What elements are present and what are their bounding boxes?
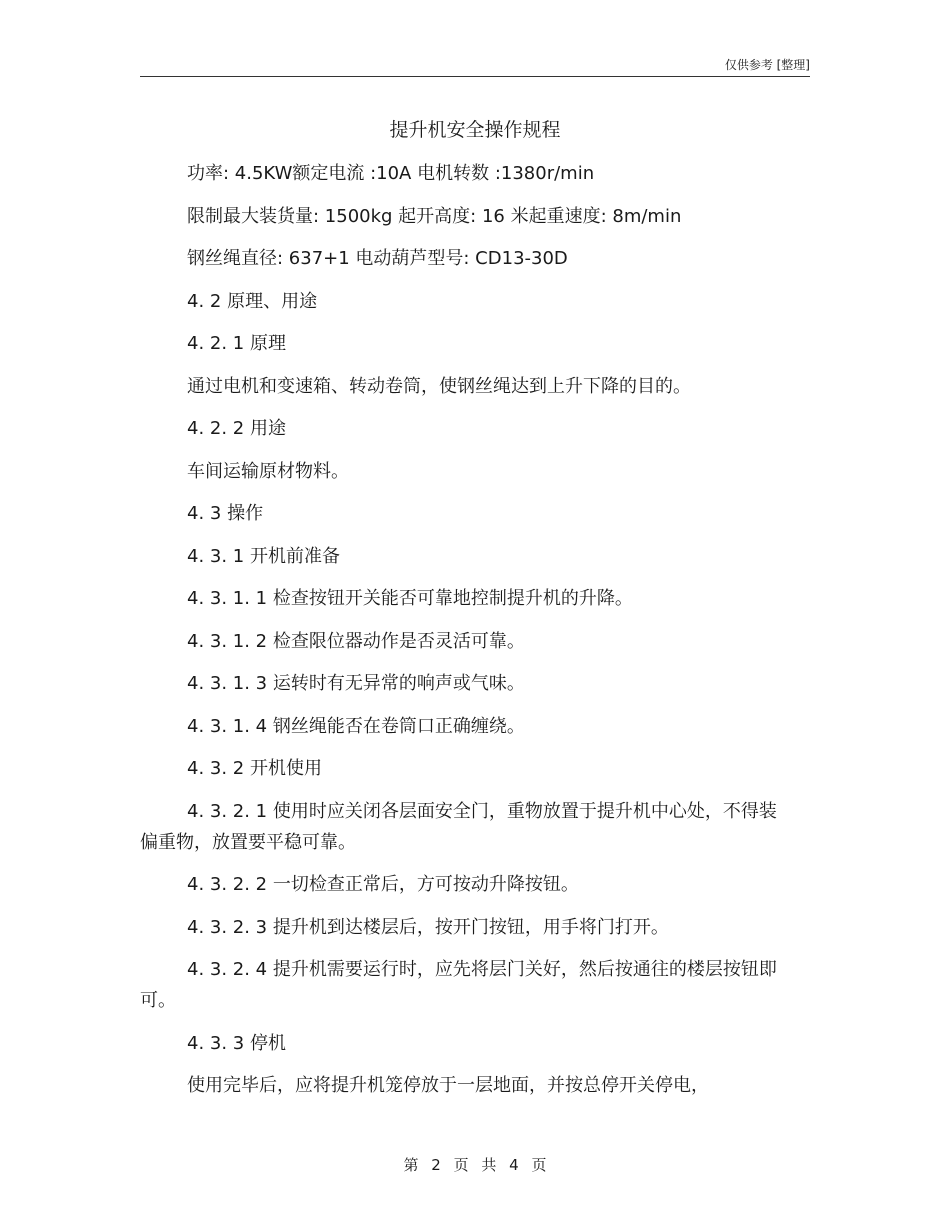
header-divider — [140, 76, 810, 77]
document-body — [140, 158, 780, 1113]
paragraph-9: 4. 3 操作 — [187, 503, 264, 524]
paragraph-19: 4. 3. 2. 4 提升机需要运行时，应先将层门关好，然后按通往的楼层按钮即可。 — [140, 959, 777, 1011]
paragraph-6: 通过电机和变速箱、转动卷筒，使钢丝绳达到上升下降的目的。 — [187, 375, 691, 397]
paragraph-8: 车间运输原材物料。 — [187, 460, 349, 482]
page-footer: 第 2 页 共 4 页 — [403, 1156, 547, 1174]
paragraph-18: 4. 3. 2. 3 提升机到达楼层后，按开门按钮，用手将门打开。 — [187, 916, 669, 938]
paragraph-4: 4. 2 原理、用途 — [187, 290, 318, 312]
paragraph-11: 4. 3. 1. 1 检查按钮开关能否可靠地控制提升机的升降。 — [187, 588, 633, 609]
paragraph-16: 4. 3. 2. 1 使用时应关闭各层面安全门，重物放置于提升机中心处，不得装偏重物，放置要平稳可靠。 — [140, 800, 777, 853]
paragraph-20: 4. 3. 3 停机 — [187, 1032, 286, 1054]
paragraph-12: 4. 3. 1. 2 检查限位器动作是否灵活可靠。 — [187, 630, 525, 652]
paragraph-7: 4. 2. 2 用途 — [187, 418, 286, 439]
page-header: 仅供参考 [整理] — [724, 58, 810, 72]
paragraph-10: 4. 3. 1 开机前准备 — [187, 545, 340, 567]
paragraph-13: 4. 3. 1. 3 运转时有无异常的响声或气味。 — [187, 673, 525, 694]
paragraph-1: 功率: 4.5KW额定电流 :10A 电机转数 :1380r/min — [187, 163, 595, 184]
paragraph-2: 限制最大装货量: 1500kg 起开高度: 16 米起重速度: 8m/min — [187, 205, 682, 227]
paragraph-3: 钢丝绳直径: 637+1 电动葫芦型号: CD13-30D — [187, 248, 568, 269]
paragraph-21: 使用完毕后，应将提升机笼停放于一层地面，并按总停开关停电， — [187, 1075, 709, 1096]
document-title: 提升机安全操作规程 — [389, 119, 561, 141]
paragraph-15: 4. 3. 2 开机使用 — [187, 758, 322, 779]
paragraph-14: 4. 3. 1. 4 钢丝绳能否在卷筒口正确缠绕。 — [187, 715, 525, 737]
paragraph-5: 4. 2. 1 原理 — [187, 333, 286, 354]
paragraph-17: 4. 3. 2. 2 一切检查正常后，方可按动升降按钮。 — [187, 874, 579, 895]
